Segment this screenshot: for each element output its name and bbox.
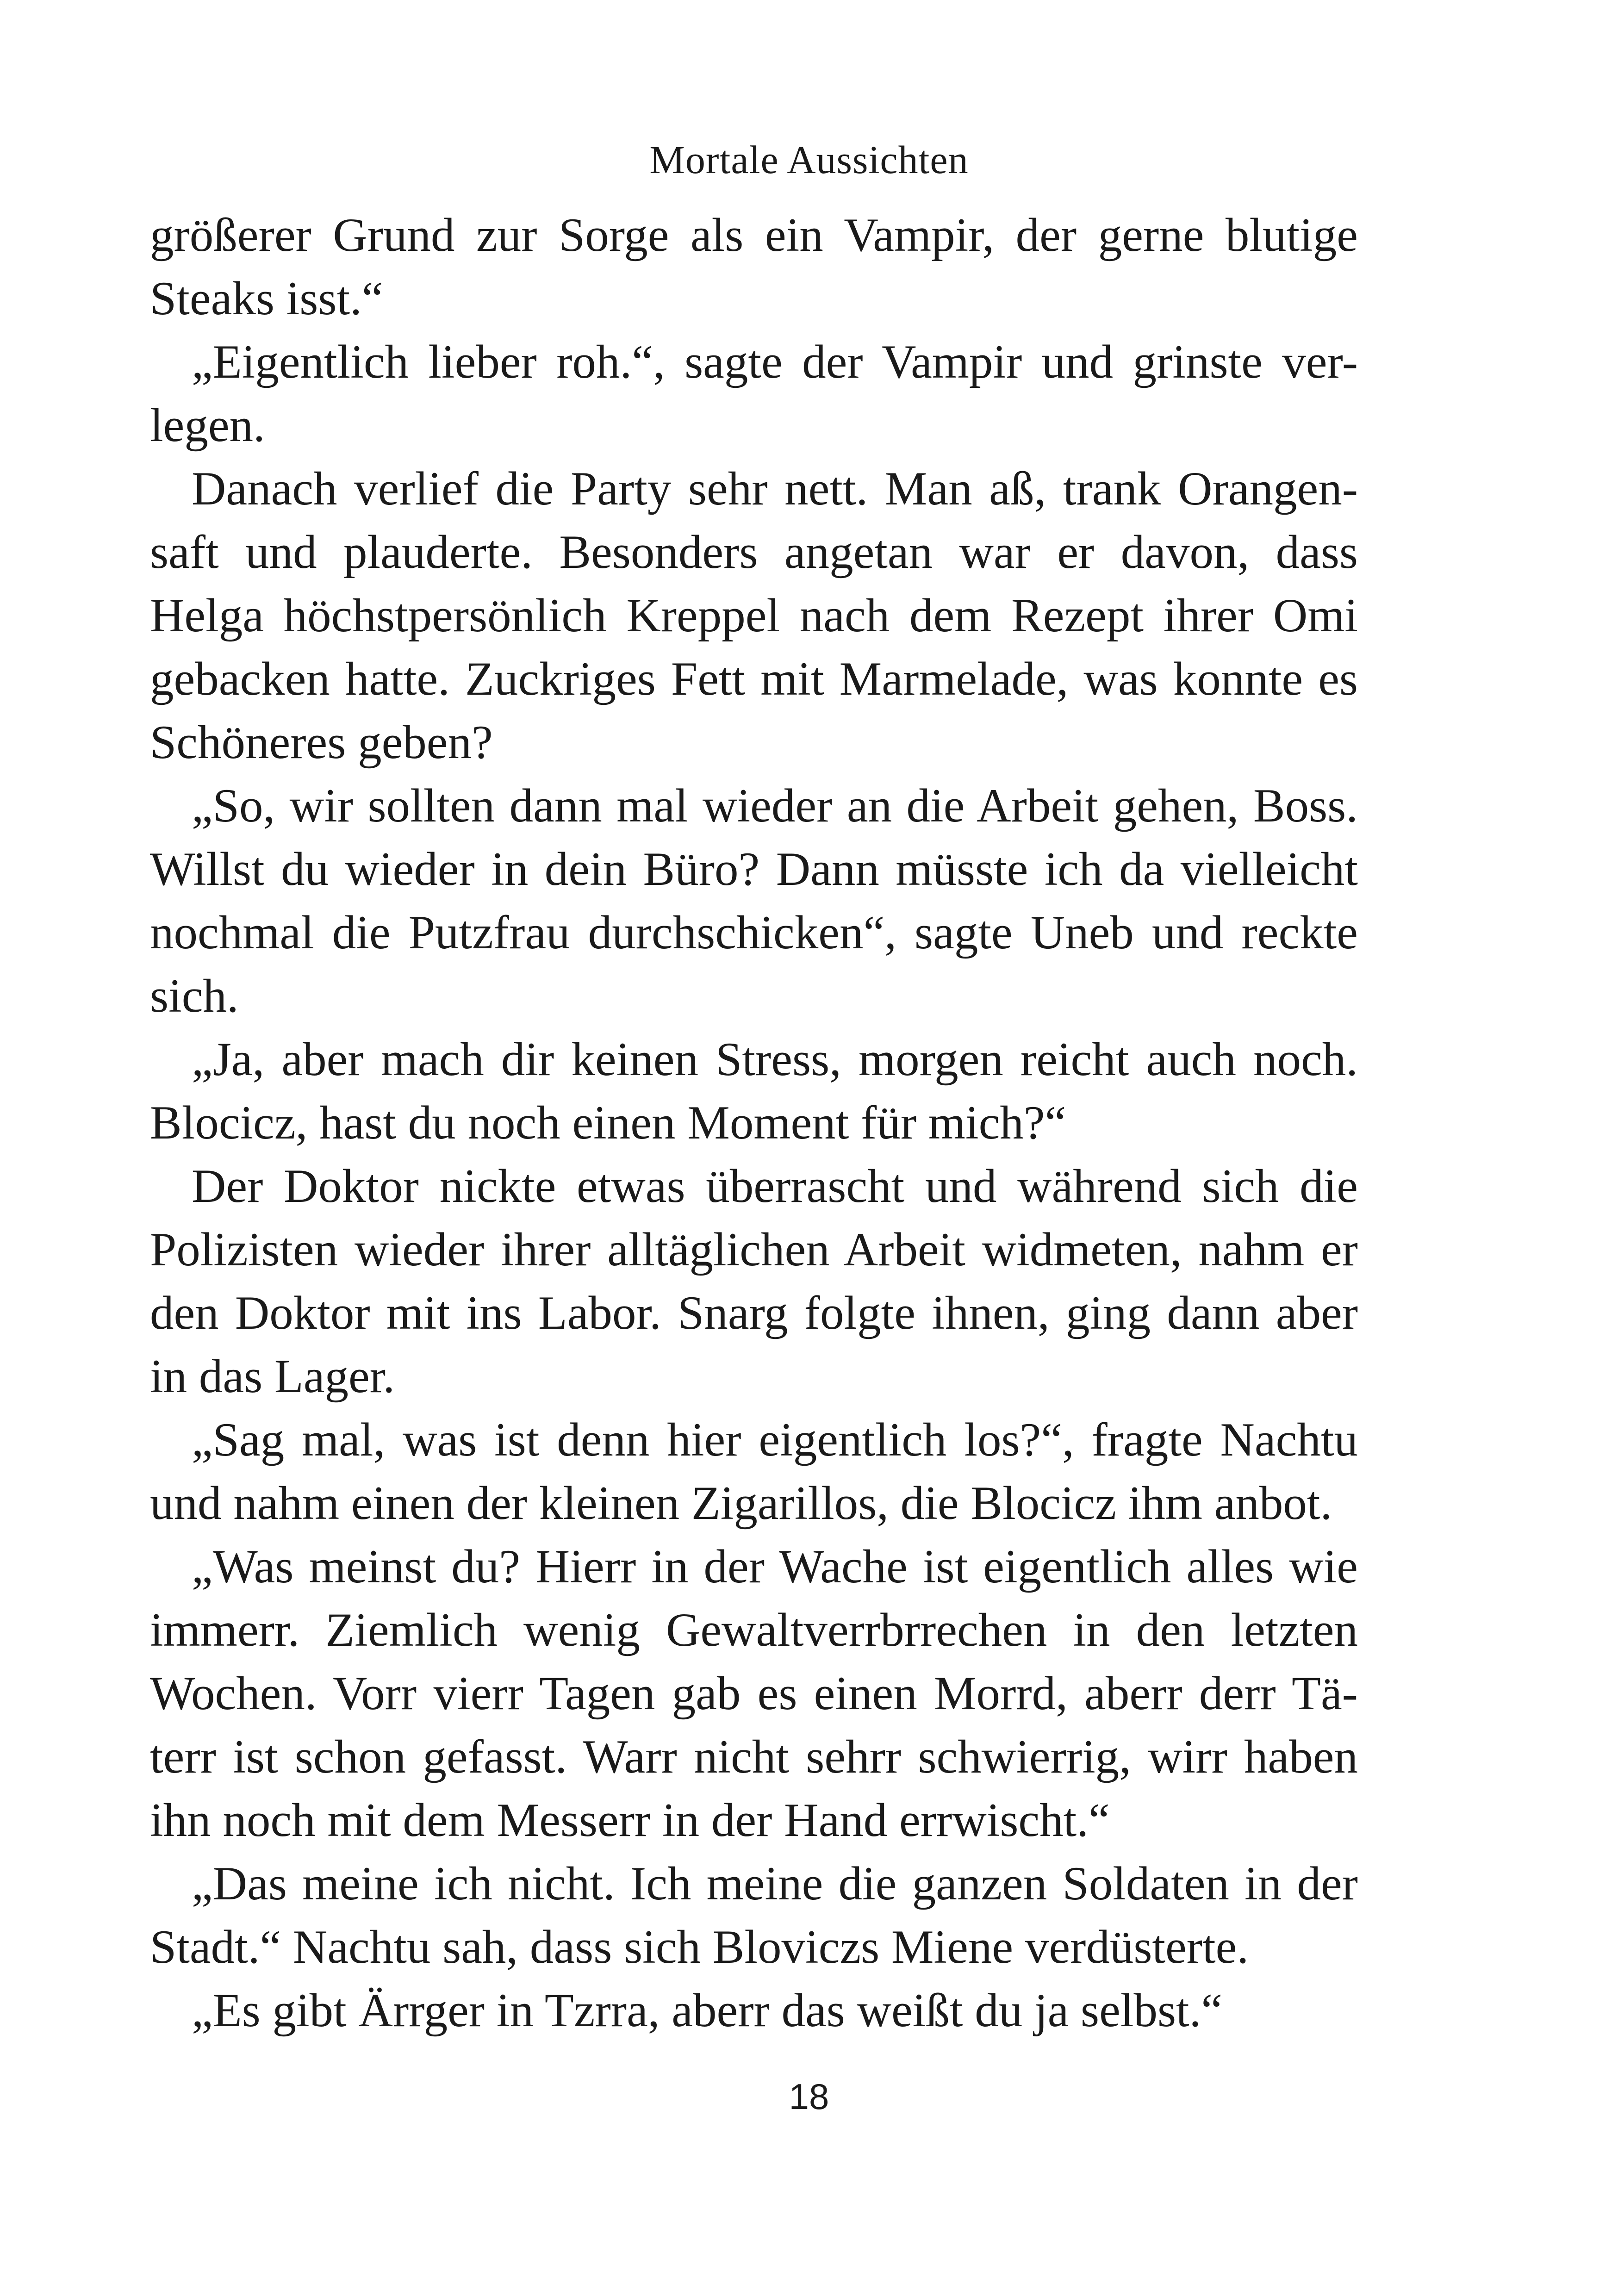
text-line: und nahm einen der kleinen Zigarillos, die Blocicz ihm anbot. <box>150 1477 1332 1530</box>
paragraph <box>108 457 1358 774</box>
text-line: Polizisten wieder ihrer alltäglichen Arbeit widmeten, nahm er <box>150 1223 1358 1276</box>
text-line: Wochen. Vorr vierr Tagen gab es einen Morrd, aberr derr Tä- <box>150 1667 1358 1720</box>
text-line: „Sag mal, was ist denn hier eigentlich los?“, fragte Nachtu <box>192 1413 1358 1466</box>
text-line: „Was meinst du? Hierr in der Wache ist eigentlich alles wie <box>192 1540 1358 1593</box>
text-line: „So, wir sollten dann mal wieder an die Arbeit gehen, Boss. <box>192 779 1358 832</box>
paragraph <box>108 1852 1358 1979</box>
text-line: sich. <box>150 970 239 1022</box>
text-line: in das Lager. <box>150 1350 395 1403</box>
page-number: 18 <box>789 2076 829 2117</box>
running-header: Mortale Aussichten <box>649 137 969 182</box>
text-line: Blocicz, hast du noch einen Moment für mich?“ <box>150 1096 1066 1149</box>
text-line: Willst du wieder in dein Büro? Dann müsste ich da vielleicht <box>150 843 1358 896</box>
text-line: Der Doktor nickte etwas überrascht und während sich die <box>192 1160 1358 1213</box>
paragraph <box>108 1155 1358 1408</box>
text-line: größerer Grund zur Sorge als ein Vampir, der gerne blutige <box>150 209 1358 261</box>
text-line: gebacken hatte. Zuckriges Fett mit Marmelade, was konnte es <box>150 653 1358 705</box>
text-line: Stadt.“ Nachtu sah, dass sich Bloviczs Miene verdüsterte. <box>150 1921 1249 1973</box>
text-line: den Doktor mit ins Labor. Snarg folgte ihnen, ging dann aber <box>150 1287 1358 1339</box>
text-line: „Ja, aber mach dir keinen Stress, morgen reicht auch noch. <box>192 1033 1358 1086</box>
body-text <box>108 204 1358 2042</box>
paragraph <box>108 204 1358 330</box>
text-line: „Es gibt Ärrger in Tzrra, aberr das weißt du ja selbst.“ <box>192 1984 1223 2037</box>
text-line: Danach verlief die Party sehr nett. Man aß, trank Orangen- <box>192 462 1358 515</box>
paragraph <box>108 1028 1358 1155</box>
text-line: „Das meine ich nicht. Ich meine die ganzen Soldaten in der <box>192 1857 1358 1910</box>
text-line: saft und plauderte. Besonders angetan war er davon, dass <box>150 526 1358 579</box>
text-line: terr ist schon gefasst. Warr nicht sehrr schwierrig, wirr haben <box>150 1730 1358 1783</box>
text-line: nochmal die Putzfrau durchschicken“, sagte Uneb und reckte <box>150 906 1358 959</box>
text-line: ihn noch mit dem Messerr in der Hand errwischt.“ <box>150 1794 1110 1847</box>
text-line: Steaks isst.“ <box>150 272 383 325</box>
paragraph <box>108 1535 1358 1852</box>
text-line: legen. <box>150 399 265 452</box>
text-line: Schöneres geben? <box>150 716 493 769</box>
text-line: Helga höchstpersönlich Kreppel nach dem Rezept ihrer Omi <box>150 589 1358 642</box>
text-line: „Eigentlich lieber roh.“, sagte der Vampir und grinste ver- <box>192 336 1358 388</box>
text-line: immerr. Ziemlich wenig Gewaltverrbrrechen in den letzten <box>150 1604 1358 1656</box>
paragraph <box>108 774 1358 1028</box>
paragraph <box>108 330 1358 457</box>
paragraph <box>108 1408 1358 1535</box>
paragraph <box>108 1979 1358 2042</box>
